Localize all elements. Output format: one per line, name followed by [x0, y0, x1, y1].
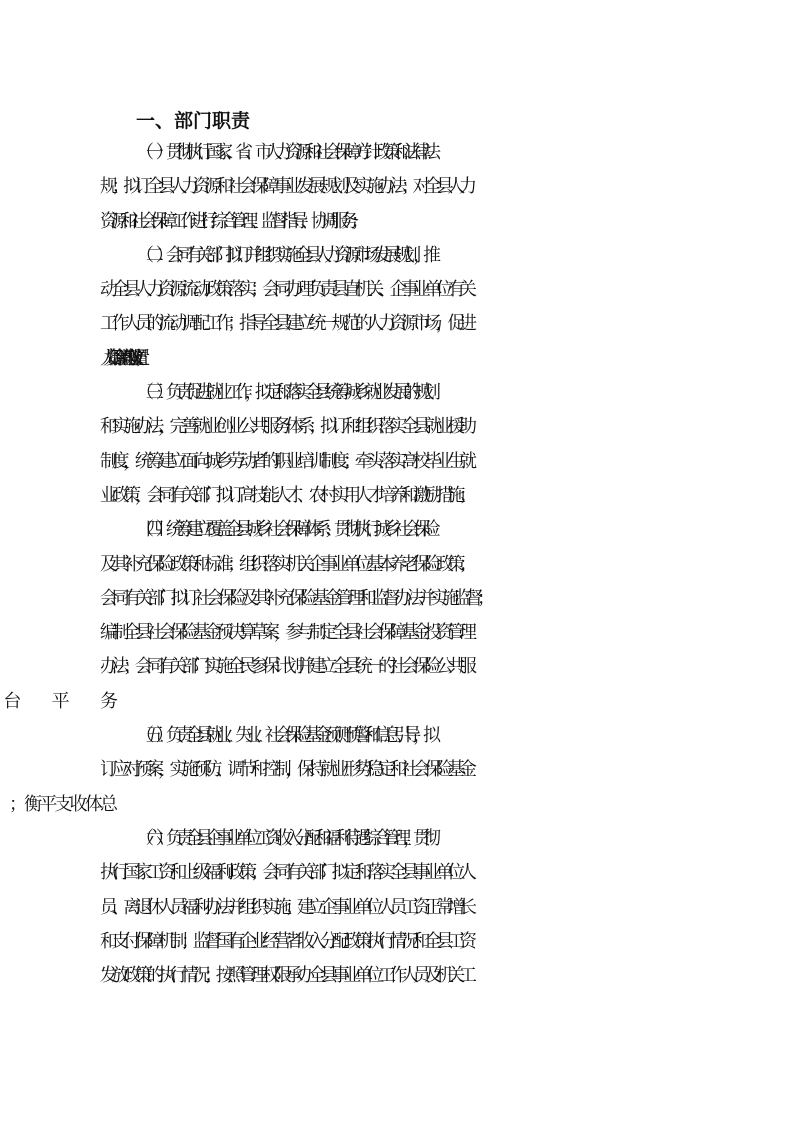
paragraph-line: 会同有关部门拟订社会保险及其补充保险基金管理和监督办法并实施监督；: [100, 587, 489, 609]
paragraph: [0, 239, 793, 376]
paragraph-line: 制度，统筹建立面向城乡劳动者的职业培训制度；牵头落实高校毕业生就: [100, 450, 471, 472]
paragraph-line: 发放政策的执行情况；按照管理权限承办全县事业单位工作人员及机关工: [100, 965, 471, 987]
paragraph: [0, 822, 793, 993]
paragraph-line: （六）负责全县企事业单位工资收入分配和福利待遇综合管理，贯彻: [136, 827, 433, 849]
paragraph-line: （五）负责全县就业、失业、社会保险基金预测预警和信息引导，拟: [136, 725, 433, 747]
paragraph-line: 办法；会同有关部门实施全民参保计划并建立全县统一的社会保险公共服: [100, 656, 471, 678]
paragraph-line: [100, 685, 793, 719]
paragraph-line: 人力资源合理流动与有效配置；: [100, 347, 138, 369]
paragraph-line: 和实施办法，完善就业创业公共服务体系；拟订和组织落实全县就业援助: [100, 416, 471, 438]
paragraph-line: 及其补充保险政策和标准；组织落实机关企事业单位基本养老保险政策；: [100, 553, 471, 575]
paragraph-line: 工作人员的流动调配工作；指导全县建立统一规范的人力资源市场，促进: [100, 313, 471, 335]
paragraph-line: 编制全县社会保险基金预决算草案，参与制定全县社会保障基金投资管理: [100, 622, 471, 644]
paragraph-line: （二）会同有关部门拟订并组织实施全县人力资源市场发展规划，推: [136, 244, 433, 266]
section-heading: 一、部门职责: [136, 110, 251, 132]
paragraph-line: （一）贯彻执行国家、省、市人力资源和社会保障方针政策和法律法: [136, 142, 433, 163]
paragraph: [0, 513, 793, 719]
paragraph-line: （三）负责促进就业工作，拟定和落实全县统筹城乡就业发展的规划: [136, 382, 433, 404]
paragraph-line: 订应对预案，实施预防、调节和控制，保持就业形势稳定和社会保险基金: [100, 759, 471, 781]
paragraph-line: 动全县人力资源流动政策落实；会同办理负责县直机关、企事业单位有关: [100, 279, 471, 301]
paragraph-line: 规；拟订全县人力资源和社会保障事业发展规划及实施办法；对全县人力: [100, 176, 471, 198]
paragraph-line: 和支付保障机制；监督国有企业经营者收入分配政策执行情况和全县工资: [100, 930, 471, 952]
document-body: [0, 136, 793, 993]
paragraph: [0, 136, 793, 239]
paragraph: [0, 376, 793, 513]
paragraph-line: 资源和社会保障工作进行综合管理、监督指导、协调服务；: [100, 210, 362, 232]
paragraph-line: [100, 788, 793, 822]
paragraph-line: 执行国家工资和上级福利政策；会同有关部门拟定和落实全县事业单位人: [100, 862, 471, 884]
paragraph-line: （四）统筹建立覆盖全县城乡社会保障体系；贯彻执行城乡社会保险: [136, 519, 433, 541]
paragraph: [0, 719, 793, 822]
paragraph-line: 业政策，会同有关部门拟订高技能人才、农村实用人才培养和激励措施；: [100, 484, 471, 506]
paragraph-line: 员、离退休人员福利办法并组织实施；建立企事业单位人员工资正常增长: [100, 896, 471, 918]
